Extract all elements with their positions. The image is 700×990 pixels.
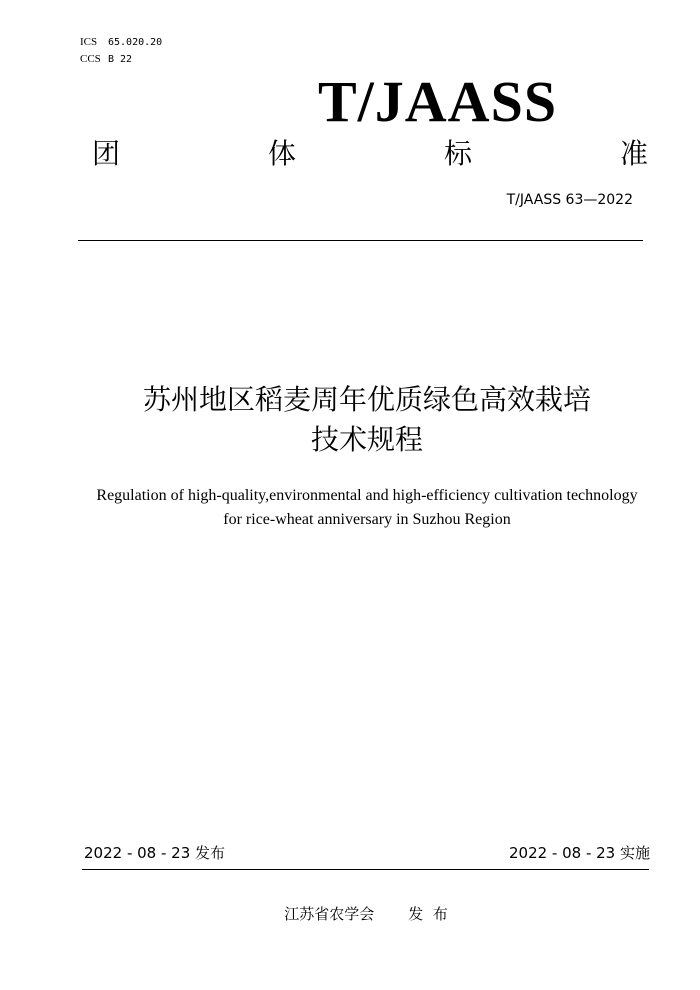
standard-brand-logo: T/JAASS xyxy=(318,69,558,134)
standard-type-char: 团 xyxy=(92,137,121,170)
publish-date: 2022 - 08 - 23 发布 xyxy=(84,844,226,862)
standard-number: T/JAASS 63—2022 xyxy=(506,192,633,208)
english-title xyxy=(0,484,700,532)
english-title-line-2: for rice-wheat anniversary in Suzhou Region xyxy=(223,511,511,528)
ics-label: ICS xyxy=(80,36,98,48)
standard-type-char: 准 xyxy=(619,137,648,170)
chinese-title-line-2: 技术规程 xyxy=(310,423,423,456)
issuer-organization: 江苏省农学会 xyxy=(284,905,375,923)
standard-type-char: 标 xyxy=(443,137,472,170)
ics-value: 65.020.20 xyxy=(108,37,163,48)
issuer-action: 发 布 xyxy=(408,905,448,923)
ccs-row xyxy=(80,51,162,68)
standard-type-heading xyxy=(92,134,648,174)
english-title-line-1: Regulation of high-quality,environmental and high-efficiency cultivation technology xyxy=(96,487,638,504)
chinese-title xyxy=(0,380,700,460)
classification-codes xyxy=(80,34,162,68)
top-divider xyxy=(78,240,643,241)
issuer-line xyxy=(0,903,700,925)
ccs-value: B 22 xyxy=(108,54,133,65)
ics-row xyxy=(80,34,162,51)
implement-date: 2022 - 08 - 23 实施 xyxy=(508,844,650,862)
standard-type-char: 体 xyxy=(267,137,296,170)
ccs-label: CCS xyxy=(80,53,101,65)
chinese-title-line-1: 苏州地区稻麦周年优质绿色高效栽培 xyxy=(142,383,591,416)
bottom-divider xyxy=(82,869,649,870)
